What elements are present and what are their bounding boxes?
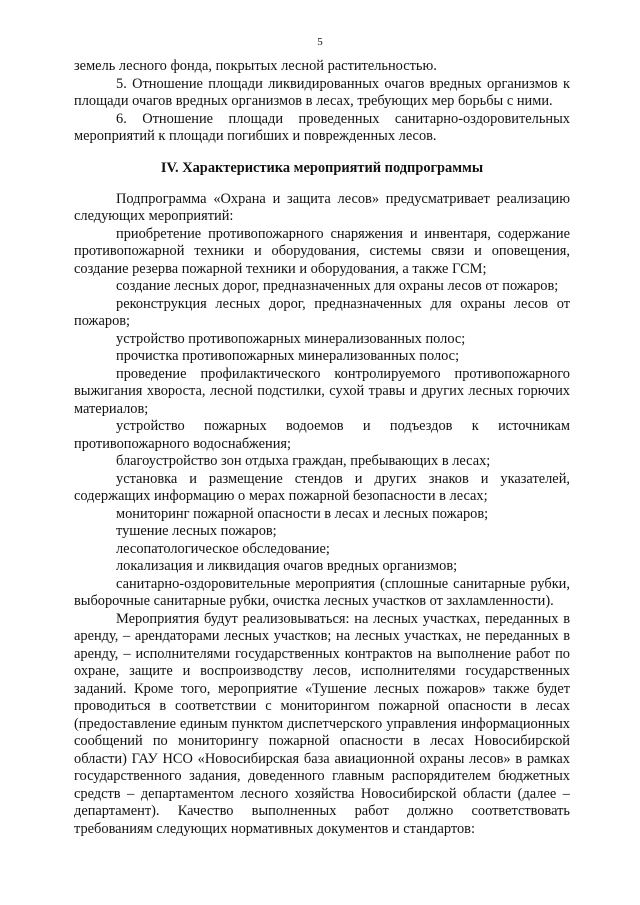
page-number: 5 bbox=[317, 36, 323, 48]
intro-item-6: 6. Отношение площади проведенных санитарно-оздоровительных мероприятий к площади погибших и поврежденных лесов. bbox=[74, 110, 570, 144]
section-heading: IV. Характеристика мероприятий подпрограммы bbox=[160, 159, 484, 176]
paragraph: Подпрограмма «Охрана и защита лесов» предусматривает реализацию следующих мероприятий: bbox=[74, 190, 570, 224]
list-item: санитарно-оздоровительные мероприятия (сплошные санитарные рубки, выборочные санитарные рубки, очистка лесных участков от захламленности). bbox=[74, 575, 570, 609]
intro-item-5: 5. Отношение площади ликвидированных очагов вредных организмов к площади очагов вредных организмов в лесах, требующих мер борьбы с ними. bbox=[74, 75, 570, 109]
list-item: создание лесных дорог, предназначенных для охраны лесов от пожаров; bbox=[116, 278, 559, 294]
list-item: установка и размещение стендов и других знаков и указателей, содержащих информацию о мерах пожарной безопасности в лесах; bbox=[74, 470, 570, 504]
list-item: проведение профилактического контролируемого противопожарного выжигания хвороста, лесной подстилки, сухой травы и других лесных горючих материалов; bbox=[74, 365, 570, 417]
list-item: тушение лесных пожаров; bbox=[116, 523, 277, 539]
list-item: устройство противопожарных минерализованных полос; bbox=[116, 330, 466, 347]
list-item: реконструкция лесных дорог, предназначенных для охраны лесов от пожаров; bbox=[74, 295, 570, 329]
intro-line-1: земель лесного фонда, покрытых лесной растительностью. bbox=[74, 58, 437, 74]
list-item: локализация и ликвидация очагов вредных организмов; bbox=[116, 558, 458, 574]
list-item: благоустройство зон отдыха граждан, пребывающих в лесах; bbox=[116, 453, 491, 469]
list-item: прочистка противопожарных минерализованных полос; bbox=[116, 348, 460, 364]
list-item: мониторинг пожарной опасности в лесах и лесных пожаров; bbox=[116, 505, 489, 522]
list-item: устройство пожарных водоемов и подъездов к источникам противопожарного водоснабжения; bbox=[74, 418, 570, 452]
list-item: лесопатологическое обследование; bbox=[116, 540, 330, 557]
paragraph: Мероприятия будут реализовываться: на лесных участках, переданных в аренду, – арендаторами лесных участков; на лесных участках, не переданных в аренду, – исполнителями государственных контрактов на выполнение работ по охране, защите и воспроизводству лесов, исполнителями государственных заданий. Кроме того, мероприятие «Тушение лесных пожаров» также будет проводиться в соответствии с мониторингом пожарной опасности в лесах (предоставление единым пунктом диспетчерского управления информационных сообщений по мониторингу пожарной опасности в лесах Новосибирской области) ГАУ НСО «Новосибирская база авиационной охраны лесов» в рамках государственного задания, доведенного главным распорядителем бюджетных средств – департаментом лесного хозяйства Новосибирской области (далее – департамент). Качество выполненных работ должно соответствовать требованиям следующих нормативных документов и стандартов: bbox=[74, 610, 570, 837]
list-item: приобретение противопожарного снаряжения и инвентаря, содержание противопожарной техники и оборудования, системы связи и оповещения, создание резерва пожарной техники и оборудования, а также ГСМ; bbox=[74, 225, 570, 277]
document-body bbox=[74, 58, 570, 838]
